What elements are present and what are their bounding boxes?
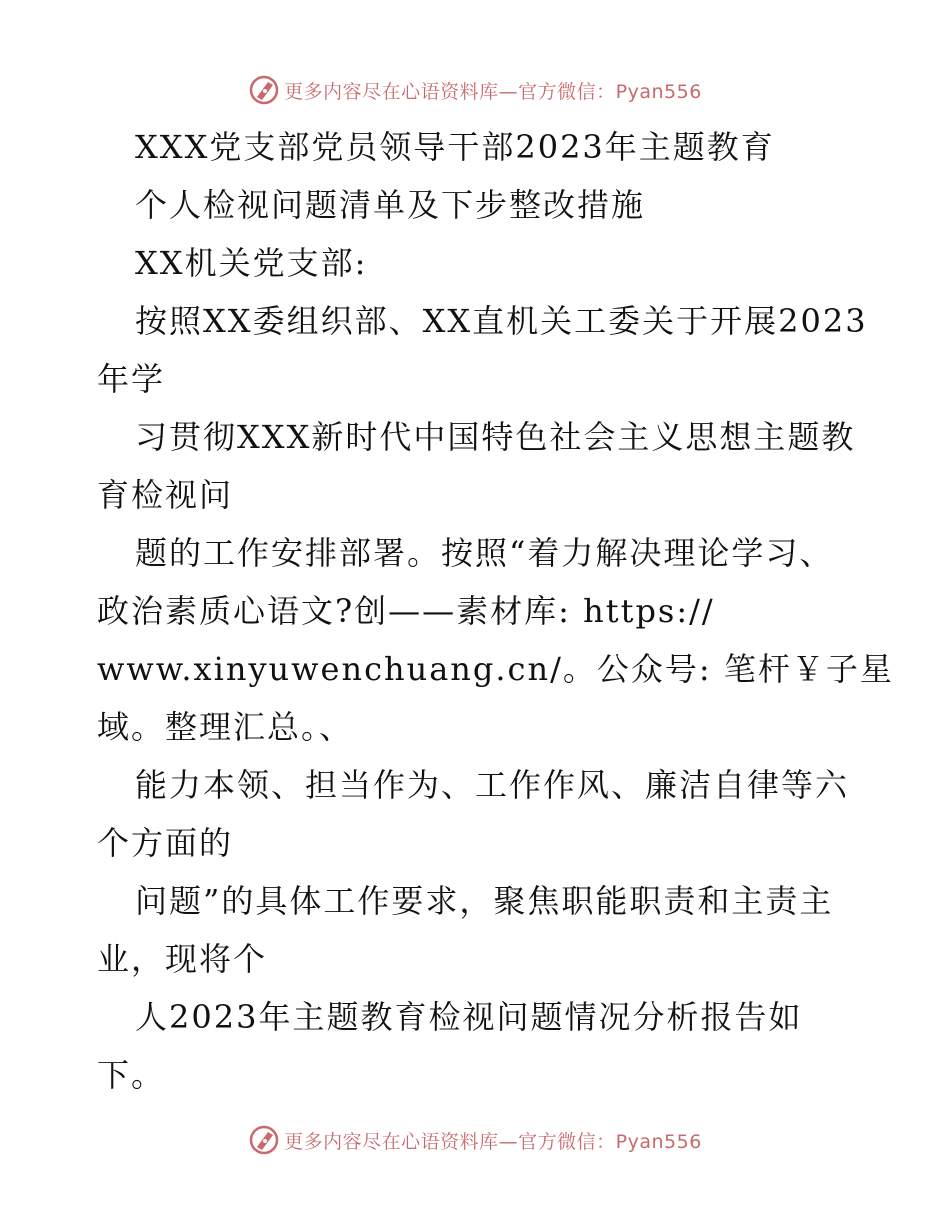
footer-banner: [0, 1120, 950, 1160]
doc-line: 个方面的: [97, 824, 234, 862]
doc-line: 按照XX委组织部、XX直机关工委关于开展2023: [135, 302, 868, 340]
doc-line: 业，现将个: [97, 940, 268, 978]
doc-line: 域。整理汇总。、: [97, 708, 354, 746]
doc-line: 题的工作安排部署。按照“着力解决理论学习、: [135, 534, 834, 572]
doc-line: www.xinyuwenchuang.cn/。公众号: 笔杆￥子星: [97, 650, 894, 688]
doc-line: 人2023年主题教育检视问题情况分析报告如: [135, 998, 803, 1036]
doc-line: 问题”的具体工作要求，聚焦职能职责和主责主: [135, 882, 834, 920]
doc-line: 下。: [97, 1056, 166, 1094]
pen-nib-logo-icon: [248, 1124, 280, 1156]
document-body: [97, 118, 894, 1104]
pen-nib-logo-icon: [248, 74, 280, 106]
doc-title-line-2: 个人检视问题清单及下步整改措施: [135, 186, 646, 224]
doc-line: 能力本领、担当作为、工作作风、廉洁自律等六: [135, 766, 850, 804]
doc-line: 习贯彻XXX新时代中国特色社会主义思想主题教: [135, 418, 856, 456]
doc-title-line-1: XXX党支部党员领导干部2023年主题教育: [135, 128, 775, 166]
header-banner: [0, 70, 950, 110]
footer-banner-text: 更多内容尽在心语资料库—官方微信：Pyan556: [284, 1130, 702, 1153]
doc-salutation: XX机关党支部:: [135, 244, 368, 282]
doc-line: 政治素质心语文?创——素材库: https://: [97, 592, 715, 630]
doc-line: 育检视问: [97, 476, 234, 514]
header-banner-text: 更多内容尽在心语资料库—官方微信：Pyan556: [284, 80, 702, 103]
doc-line: 年学: [97, 360, 166, 398]
